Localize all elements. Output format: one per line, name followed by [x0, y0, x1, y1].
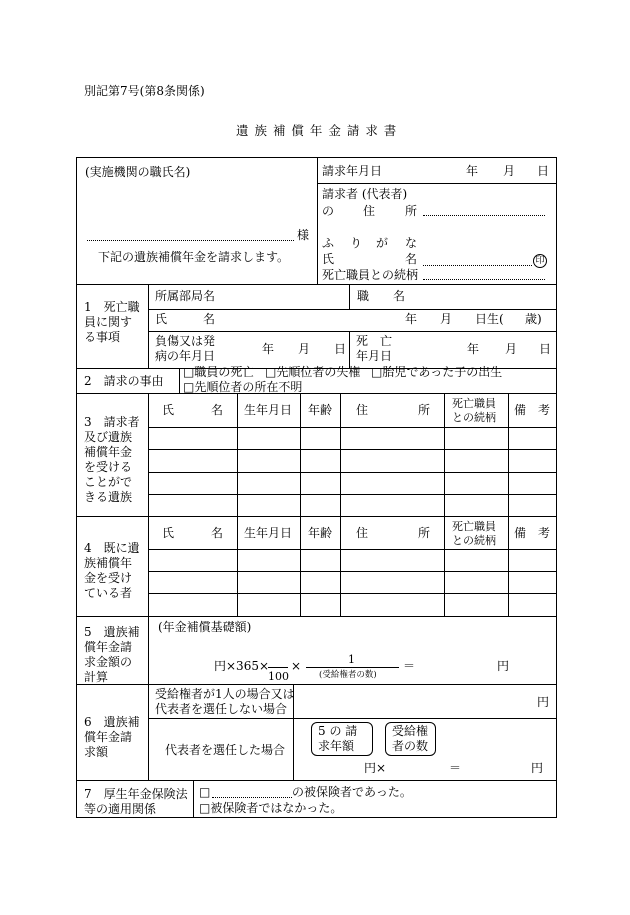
header-birth: 生年月日: [244, 526, 293, 540]
injury-year-unit: 年: [262, 342, 275, 356]
header-birth: 生年月日: [244, 403, 293, 417]
reason-birth-checkbox[interactable]: □胎児であった子の出生: [371, 365, 503, 379]
paren-beneficiary-count: 受給権 者の数: [392, 724, 429, 753]
death-month-unit: 月: [505, 342, 518, 356]
death-date-label: 死 亡 年月日: [356, 334, 393, 363]
age-unit: 歳): [525, 312, 542, 326]
header-addr-ju: 住: [356, 526, 369, 540]
reason-death-checkbox[interactable]: □職員の死亡: [183, 365, 255, 379]
header-remarks: 備 考: [514, 526, 551, 540]
relation-input-line[interactable]: [423, 279, 545, 280]
rep-calc-yen: 円: [531, 761, 544, 775]
base-amount-label: (年金補償基礎額): [158, 620, 252, 634]
header-remarks: 備 考: [514, 403, 551, 417]
furigana-ga: が: [376, 236, 389, 250]
rep-calc-equals: ＝: [449, 761, 462, 775]
birth-month-unit: 月: [440, 312, 453, 326]
header-name-mei: 名: [211, 526, 224, 540]
address-label-sho: 所: [405, 204, 418, 218]
section4-label: 4 既に遺 族補償年 金を受け ている者: [84, 541, 140, 600]
injury-day-unit: 日: [334, 342, 347, 356]
header-addr-sho: 所: [418, 526, 431, 540]
dept-label: 所属部局名: [155, 289, 216, 303]
insured-text: の被保険者であった。: [292, 785, 412, 799]
form-title: 遺 族 補 償 年 金 請 求 書: [236, 123, 398, 138]
beneficiaries-label: (受給権者の数): [319, 670, 377, 680]
furigana-ri: り: [350, 236, 363, 250]
paren-annual-amount: 5 の 請 求年額: [318, 724, 358, 753]
seal-icon: 印: [533, 254, 547, 268]
section5-label: 5 遺族補 償年金請 求金額の 計算: [84, 625, 140, 684]
death-day-unit: 日: [539, 342, 552, 356]
name-input-line[interactable]: [423, 265, 532, 266]
request-date-label: 請求年月日: [322, 164, 383, 178]
furigana-fu: ふ: [322, 236, 335, 250]
section7-label: 7 厚生年金保険法 等の適用関係: [84, 787, 188, 816]
request-year-unit: 年: [466, 164, 479, 178]
not-insured-checkbox[interactable]: □被保険者ではなかった。: [199, 801, 343, 815]
honorific: 様: [297, 228, 310, 242]
header-name-mei: 名: [211, 403, 224, 417]
address-label-ju: 住: [363, 204, 376, 218]
form-number: 別記第7号(第8条関係): [84, 84, 205, 98]
claimant-label: 請求者 (代表者): [322, 187, 408, 201]
denominator-100: 100: [268, 670, 289, 683]
header-name-shi: 氏: [162, 526, 175, 540]
header-relation: 死亡職員 との続柄: [452, 397, 496, 424]
insured-checkbox[interactable]: □: [199, 785, 211, 799]
formula-yen: 円: [497, 659, 510, 673]
request-month-unit: 月: [503, 164, 516, 178]
furigana-na: な: [405, 236, 418, 250]
address-label-no: の: [322, 204, 335, 218]
birth-year-unit: 年: [405, 312, 418, 326]
rep-calc-yen-times: 円×: [364, 761, 387, 775]
post-label: 職 名: [357, 289, 406, 303]
insurance-law-input-line[interactable]: [212, 797, 292, 798]
formula-yen-365: 円×365×: [214, 659, 270, 673]
header-age: 年齢: [308, 526, 333, 540]
formula-times: ×: [291, 659, 302, 673]
formula-equals: ＝: [403, 659, 416, 673]
reason-forfeit-checkbox[interactable]: □先順位者の失権: [265, 365, 361, 379]
injury-date-label: 負傷又は発 病の年月日: [155, 334, 216, 363]
name-label-mei: 名: [405, 252, 418, 266]
injury-month-unit: 月: [298, 342, 311, 356]
single-yen-unit: 円: [537, 695, 550, 709]
section3-label: 3 請求者 及び遺族 補償年金 を受ける ことがで きる遺族: [84, 415, 140, 504]
deceased-name-label-shi: 氏: [155, 312, 168, 326]
request-sentence: 下記の遺族補償年金を請求します。: [98, 250, 290, 264]
relation-label: 死亡職員との続柄: [322, 268, 419, 282]
institution-label: (実施機関の職氏名): [85, 165, 191, 179]
deceased-name-label-mei: 名: [203, 312, 216, 326]
header-age: 年齢: [308, 403, 333, 417]
fraction-bar-100: [268, 667, 288, 668]
reason-missing-checkbox[interactable]: □先順位者の所在不明: [183, 380, 303, 394]
header-relation: 死亡職員 との続柄: [452, 520, 496, 547]
representative-label: 代表者を選任した場合: [165, 743, 286, 757]
institution-name-line[interactable]: [87, 240, 294, 241]
numerator-1: 1: [348, 653, 355, 666]
single-claimant-label: 受給権者が1人の場合又は 代表者を選任しない場合: [155, 687, 295, 716]
request-day-unit: 日: [537, 164, 550, 178]
header-addr-sho: 所: [418, 403, 431, 417]
birth-day-unit: 日生(: [475, 312, 504, 326]
header-name-shi: 氏: [162, 403, 175, 417]
death-year-unit: 年: [467, 342, 480, 356]
address-input-line[interactable]: [423, 215, 545, 216]
name-label-shi: 氏: [322, 252, 335, 266]
section1-label: 1 死亡職 員に関す る事項: [84, 300, 140, 344]
header-addr-ju: 住: [356, 403, 369, 417]
section2-label: 2 請求の事由: [84, 374, 164, 388]
fraction-bar-beneficiaries: [306, 667, 399, 668]
section6-label: 6 遺族補 償年金請 求額: [84, 715, 140, 759]
